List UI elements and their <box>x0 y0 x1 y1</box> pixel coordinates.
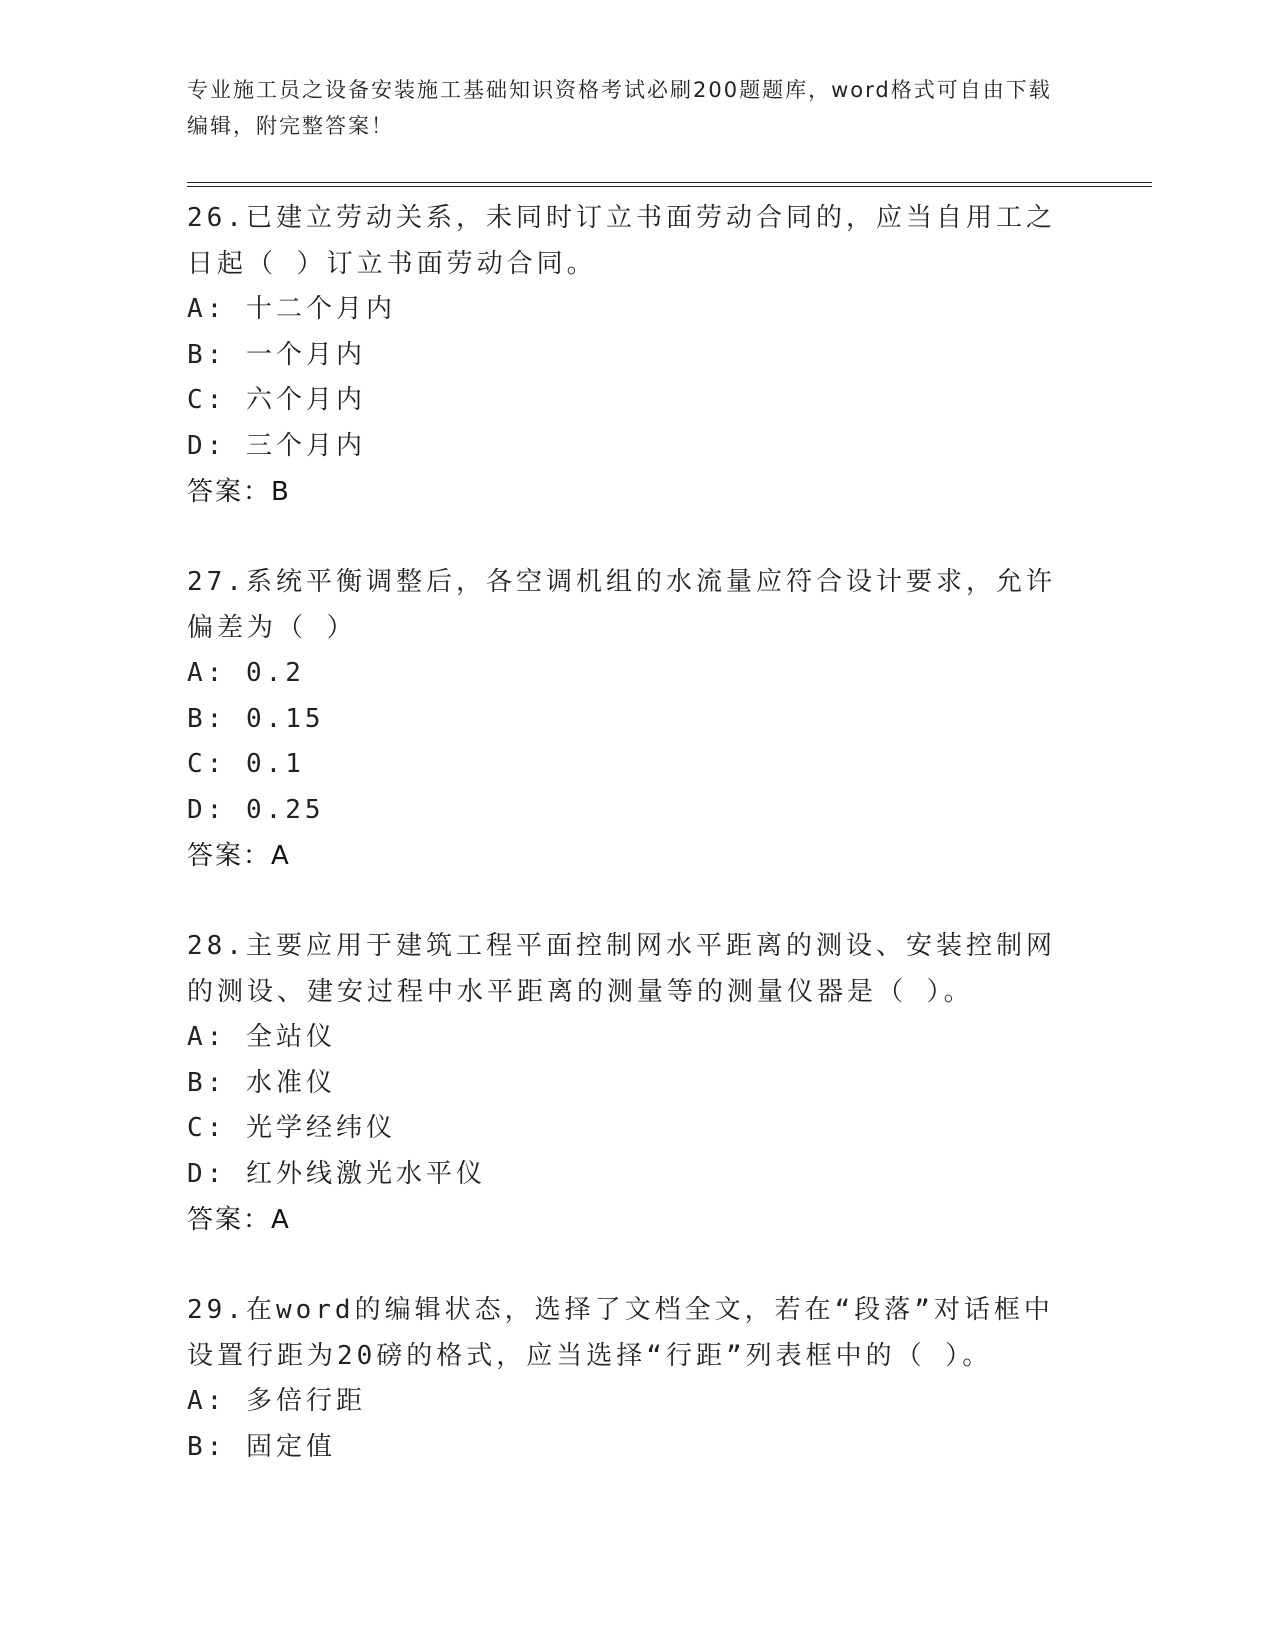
option-d: D: 0.25 <box>187 794 325 825</box>
header-divider <box>187 182 1152 187</box>
question-stem: 29.在word的编辑状态，选择了文档全文，若在“段落”对话框中设置行距为20磅的格式，应当选择“行距”列表框中的（ ）。 <box>187 1295 1054 1371</box>
option-c: C: 光学经纬仪 <box>187 1113 396 1143</box>
option-a: A: 多倍行距 <box>187 1386 366 1416</box>
option-b: B: 0.15 <box>187 703 325 734</box>
question-26 <box>187 195 1157 515</box>
option-d: D: 红外线激光水平仪 <box>187 1158 486 1189</box>
option-a: A: 0.2 <box>187 658 305 688</box>
answer: 答案：A <box>187 841 291 871</box>
question-stem: 27.系统平衡调整后，各空调机组的水流量应符合设计要求，允许偏差为（ ） <box>187 567 1056 643</box>
question-29 <box>187 1287 1157 1470</box>
option-a: A: 全站仪 <box>187 1022 336 1052</box>
question-27 <box>187 559 1157 879</box>
option-c: C: 0.1 <box>187 749 305 779</box>
option-d: D: 三个月内 <box>187 430 366 461</box>
document-page <box>187 72 1157 1470</box>
answer: 答案：B <box>187 477 291 507</box>
option-b: B: 一个月内 <box>187 339 366 370</box>
option-b: B: 水准仪 <box>187 1067 336 1098</box>
question-stem: 28.主要应用于建筑工程平面控制网水平距离的测设、安装控制网的测设、建安过程中水平距离的测量等的测量仪器是（ ）。 <box>187 931 1056 1007</box>
question-28 <box>187 923 1157 1243</box>
answer: 答案：A <box>187 1205 291 1235</box>
question-stem: 26.已建立劳动关系，未同时订立书面劳动合同的，应当自用工之日起（ ）订立书面劳动合同。 <box>187 203 1056 279</box>
option-b: B: 固定值 <box>187 1431 336 1462</box>
option-c: C: 六个月内 <box>187 385 366 415</box>
document-header: 专业施工员之设备安装施工基础知识资格考试必刷200题题库，word格式可自由下载编辑，附完整答案！ <box>187 78 1052 138</box>
option-a: A: 十二个月内 <box>187 294 396 324</box>
